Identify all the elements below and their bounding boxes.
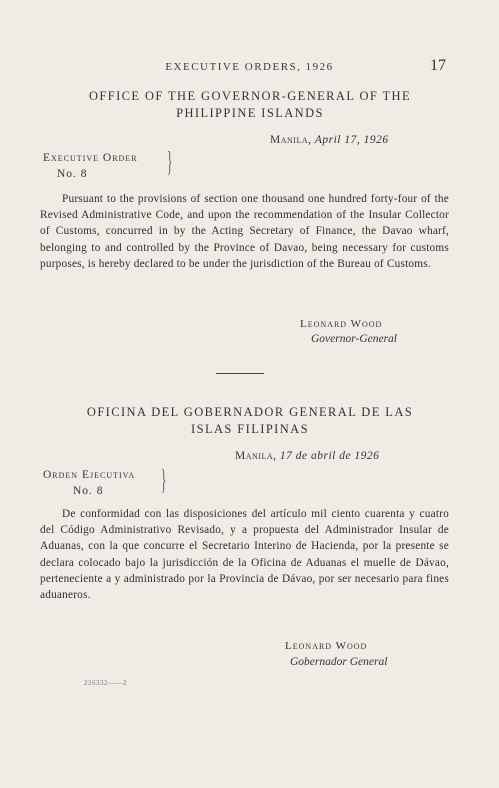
spanish-order-reference	[43, 467, 135, 499]
english-signer-title: Governor-General	[311, 333, 397, 345]
english-date: April 17, 1926	[314, 134, 389, 146]
english-order-number: No. 8	[57, 168, 88, 180]
spanish-body: De conformidad con las disposiciones del artículo mil ciento cuarenta y cuatro del Código Administrativo Revisado, y a propuesta del Administrador Insular de Aduanas, con la que concurre el Secretario Interino de Hacienda, por la presente se declara colocado bajo la jurisdicción de la Oficina de Aduanas el muelle de Dávao, perteneciente a y administrado por la Provincia de Dávao, por ser necesario para fines aduaneros.	[40, 508, 449, 602]
page-number: 17	[430, 57, 446, 74]
spanish-signer: Leonard Wood	[285, 640, 368, 652]
spanish-order-label: Orden Ejecutiva	[43, 469, 136, 481]
english-signer: Leonard Wood	[300, 318, 383, 330]
english-brace-icon: }	[167, 147, 173, 178]
english-office-heading	[40, 88, 460, 122]
english-office-line-1: OFFICE OF THE GOVERNOR-GENERAL OF THE	[88, 89, 412, 103]
spanish-place: Manila,	[235, 450, 277, 462]
english-body: Pursuant to the provisions of section one thousand one hundred forty-four of the Revised Administrative Code, and upon the recommendation of the Insular Collector of Customs, concurred in by the Acting Secretary of Finance, the Davao wharf, belonging to and controlled by the Province of Davao, being necessary for customs purposes, is hereby declared to be under the jurisdiction of the Bureau of Customs.	[40, 193, 449, 270]
spanish-office-line-1: OFICINA DEL GOBERNADOR GENERAL DE LAS	[86, 405, 414, 419]
spanish-order-number: No. 8	[73, 485, 104, 497]
spanish-brace-icon: }	[161, 465, 167, 496]
english-office-line-2: PHILIPPINE ISLANDS	[176, 106, 324, 120]
english-order-label: Executive Order	[43, 152, 138, 164]
english-order-reference	[43, 150, 138, 182]
spanish-date: 17 de abril de 1926	[279, 450, 380, 462]
spanish-office-heading	[40, 404, 460, 438]
printer-mark: 226332——2	[84, 679, 127, 687]
english-place: Manila,	[270, 134, 312, 146]
spanish-dateline	[235, 450, 379, 462]
english-dateline	[270, 134, 389, 146]
spanish-office-line-2: ISLAS FILIPINAS	[191, 422, 309, 436]
running-head: EXECUTIVE ORDERS, 1926	[165, 61, 334, 73]
spanish-signer-title: Gobernador General	[290, 656, 388, 668]
section-divider	[216, 373, 264, 374]
